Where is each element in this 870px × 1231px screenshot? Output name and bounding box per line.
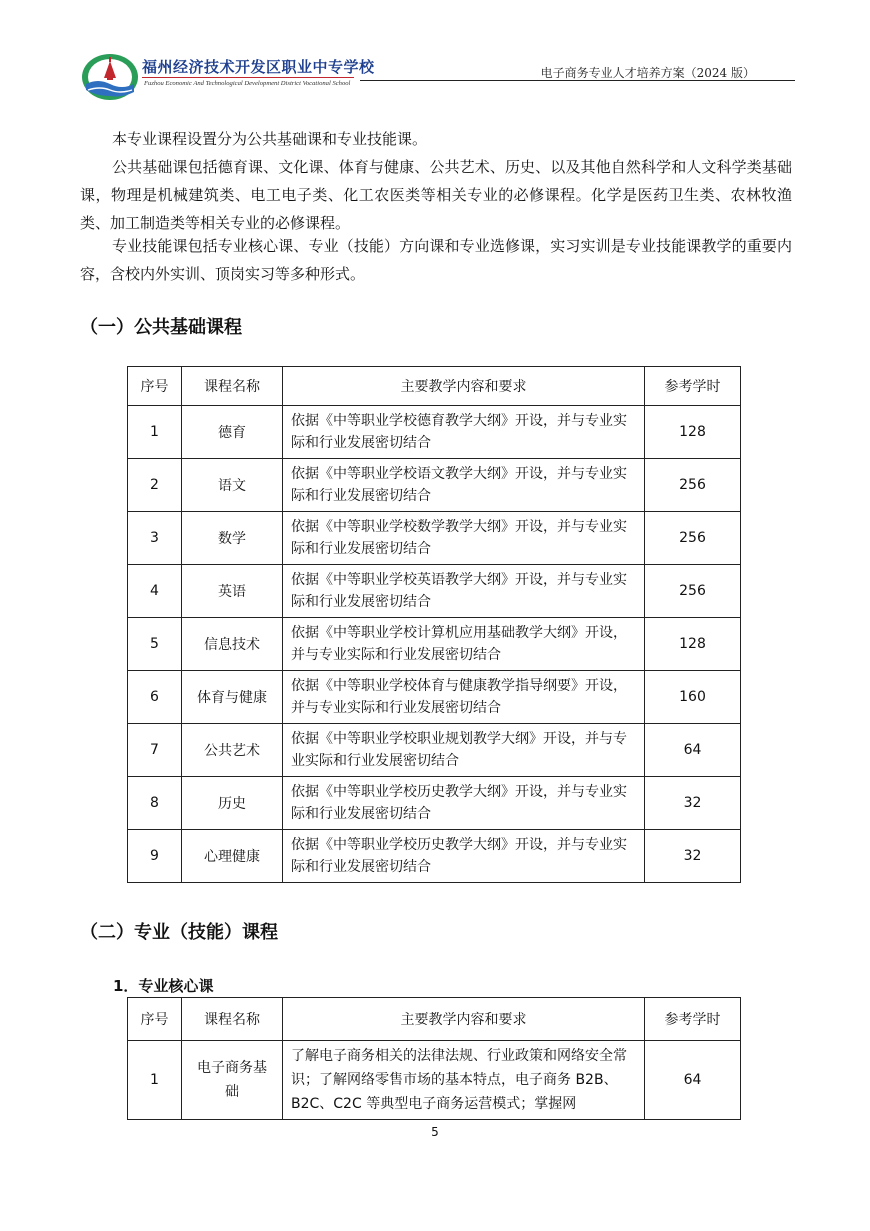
course-name: 德育 [182,406,283,459]
row-number: 2 [128,459,182,512]
school-name-cn: 福州经济技术开发区职业中专学校 [142,58,375,76]
course-name: 信息技术 [182,618,283,671]
row-number: 4 [128,565,182,618]
course-hours: 256 [645,512,741,565]
course-content: 依据《中等职业学校体育与健康教学指导纲要》开设，并与专业实际和行业发展密切结合 [283,671,645,724]
course-content: 依据《中等职业学校数学教学大纲》开设，并与专业实际和行业发展密切结合 [283,512,645,565]
column-header-content: 主要教学内容和要求 [283,998,645,1041]
table-row [128,406,741,459]
course-hours: 64 [645,1041,741,1120]
course-hours: 128 [645,406,741,459]
course-hours: 256 [645,459,741,512]
table-row [128,618,741,671]
subsection-heading-core-courses: 1．专业核心课 [113,977,214,995]
course-hours: 64 [645,724,741,777]
row-number: 9 [128,830,182,883]
table-row [128,1041,741,1120]
course-name: 数学 [182,512,283,565]
page-number: 5 [431,1125,439,1139]
course-name: 心理健康 [182,830,283,883]
row-number: 3 [128,512,182,565]
course-hours: 160 [645,671,741,724]
course-content: 依据《中等职业学校职业规划教学大纲》开设，并与专业实际和行业发展密切结合 [283,724,645,777]
column-header-no: 序号 [128,367,182,406]
course-content: 依据《中等职业学校英语教学大纲》开设，并与专业实际和行业发展密切结合 [283,565,645,618]
table-header-row [128,998,741,1041]
course-content: 依据《中等职业学校德育教学大纲》开设，并与专业实际和行业发展密切结合 [283,406,645,459]
intro-paragraph-1: 本专业课程设置分为公共基础课和专业技能课。 [112,130,428,148]
row-number: 8 [128,777,182,830]
logo-divider [142,77,354,78]
course-hours: 128 [645,618,741,671]
table-row [128,512,741,565]
course-name: 英语 [182,565,283,618]
course-name: 体育与健康 [182,671,283,724]
column-header-course-name: 课程名称 [182,998,283,1041]
intro-paragraph-2: 公共基础课包括德育课、文化课、体育与健康、公共艺术、历史、以及其他自然科学和人文科学类基础课，物理是机械建筑类、电工电子类、化工农医类等相关专业的必修课程。化学是医药卫生类、农林牧渔类、加工制造类等相关专业的必修课程。 [80,158,792,232]
row-number: 7 [128,724,182,777]
row-number: 1 [128,1041,182,1120]
course-content: 依据《中等职业学校语文教学大纲》开设，并与专业实际和行业发展密切结合 [283,459,645,512]
course-name: 公共艺术 [182,724,283,777]
public-courses-table [127,366,741,883]
course-hours: 256 [645,565,741,618]
school-logo-icon [80,52,140,102]
course-content: 依据《中等职业学校历史教学大纲》开设，并与专业实际和行业发展密切结合 [283,830,645,883]
column-header-course-name: 课程名称 [182,367,283,406]
section-heading-public-courses: （一）公共基础课程 [80,317,242,338]
core-courses-table [127,997,741,1120]
document-title: 电子商务专业人才培养方案（2024 版） [540,66,755,80]
course-name: 电子商务基础 [182,1041,283,1120]
table-row [128,459,741,512]
row-number: 1 [128,406,182,459]
column-header-no: 序号 [128,998,182,1041]
header-rule [360,80,795,81]
course-hours: 32 [645,777,741,830]
section-heading-professional-courses: （二）专业（技能）课程 [80,922,278,943]
row-number: 6 [128,671,182,724]
column-header-hours: 参考学时 [645,998,741,1041]
row-number: 5 [128,618,182,671]
table-row [128,830,741,883]
course-content: 依据《中等职业学校历史教学大纲》开设，并与专业实际和行业发展密切结合 [283,777,645,830]
intro-paragraph-3: 专业技能课包括专业核心课、专业（技能）方向课和专业选修课，实习实训是专业技能课教学的重要内容，含校内外实训、顶岗实习等多种形式。 [80,237,792,283]
school-name-en: Fuzhou Economic And Technological Development District Vocational School [144,80,351,87]
table-row [128,724,741,777]
column-header-hours: 参考学时 [645,367,741,406]
table-row [128,565,741,618]
course-content: 了解电子商务相关的法律法规、行业政策和网络安全常识；了解网络零售市场的基本特点，电子商务 B2B、B2C、C2C 等典型电子商务运营模式；掌握网 [283,1041,645,1120]
table-row [128,777,741,830]
course-hours: 32 [645,830,741,883]
table-row [128,671,741,724]
course-name: 历史 [182,777,283,830]
page-header [80,44,795,100]
column-header-content: 主要教学内容和要求 [283,367,645,406]
table-header-row [128,367,741,406]
course-content: 依据《中等职业学校计算机应用基础教学大纲》开设，并与专业实际和行业发展密切结合 [283,618,645,671]
course-name: 语文 [182,459,283,512]
